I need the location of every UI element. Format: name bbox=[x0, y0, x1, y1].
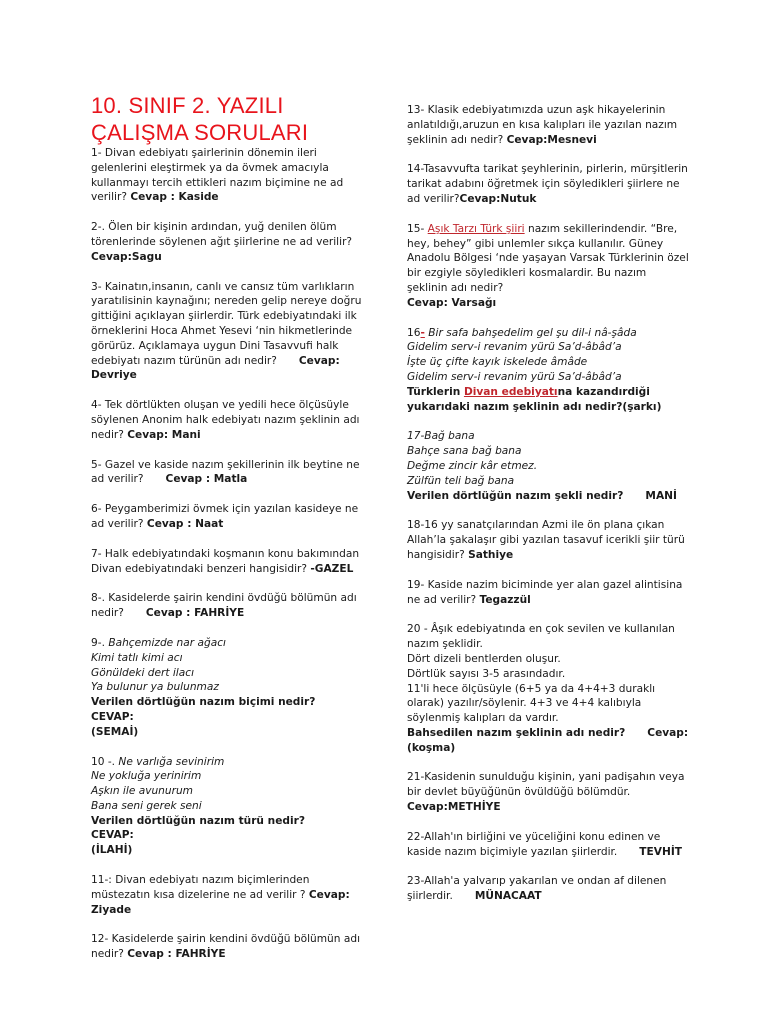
answer: Tegazzül bbox=[479, 593, 531, 606]
question-text: 13- Klasik edebiyatımızda uzun aşk hikayelerinin anlatıldığı,aruzun en kısa kalıpları ile yazılan nazım şeklinin adı nedir? bbox=[407, 104, 678, 146]
question-text: 5- Gazel ve kaside nazım şekillerinin ilk beytine ne ad verilir? bbox=[91, 458, 360, 486]
title-line-2: ÇALIŞMA SORULARI bbox=[91, 120, 309, 145]
poem-line: Kimi tatlı kimi acı bbox=[91, 651, 183, 664]
poem-line: Gidelim serv-i revanim yürü Sa’d-âbâd’a bbox=[407, 341, 622, 354]
answer-label: Cevap: bbox=[308, 888, 350, 901]
answer: Cevap:METHİYE bbox=[407, 801, 501, 814]
poem-line: Aşkın ile avunurum bbox=[91, 785, 193, 798]
answer: Cevap : Matla bbox=[165, 473, 248, 486]
question-text: 6- Peygamberimizi övmek için yazılan kasideye ne ad verilir? bbox=[91, 503, 359, 530]
question-text: Verilen dörtlüğün nazım biçimi nedir? bbox=[91, 696, 316, 709]
question-16 bbox=[407, 326, 689, 415]
question-text: 11'li hece ölçüsüyle (6+5 ya da 4+4+3 duraklı olarak) yazılır/söylenir. 4+3 ve 4+4 kalıbıyla söylenmiş kalıpları da vardır. bbox=[407, 682, 656, 725]
poem-line: Gidelim serv-i revanim yürü Sa’d-âbâd’a bbox=[407, 370, 622, 383]
answer: Cevap : FAHRİYE bbox=[127, 948, 226, 961]
question-text: 7- Halk edebiyatındaki koşmanın konu bakımından Divan edebiyatındaki benzeri hangisidir? bbox=[91, 547, 360, 575]
question-17 bbox=[407, 429, 689, 503]
poem-line: Bir safa bahşedelim gel şu dil-i nâ-şâda bbox=[424, 326, 637, 339]
answer: Ziyade bbox=[91, 903, 132, 916]
question-text: 8-. Kasidelerde şairin kendini övdüğü bölümün adı nedir? bbox=[91, 592, 357, 620]
answer: Cevap: Mani bbox=[127, 428, 201, 441]
answer-label: Cevap: bbox=[298, 354, 340, 367]
answer: Cevap : FAHRİYE bbox=[145, 607, 245, 620]
question-text: 21-Kasidenin sunulduğu kişinin, yani padişahın veya bir devlet büyüğünün övüldüğü bölümdür. bbox=[407, 771, 685, 799]
question-11 bbox=[91, 873, 371, 917]
question-1 bbox=[91, 146, 371, 205]
poem-line: Zülfün teli bağ bana bbox=[407, 474, 515, 487]
question-2 bbox=[91, 220, 371, 264]
question-text: Türklerin bbox=[407, 385, 464, 398]
question-19 bbox=[407, 578, 689, 608]
question-3 bbox=[91, 280, 371, 384]
question-text: Dört dizeli bentlerden oluşur. bbox=[407, 652, 561, 665]
question-text: Dörtlük sayısı 3-5 arasındadır. bbox=[407, 667, 566, 680]
question-text: 12- Kasidelerde şairin kendini övdüğü bölümün adı nedir? bbox=[91, 933, 361, 961]
question-text: Verilen dörtlüğün nazım şekli nedir? bbox=[407, 489, 624, 502]
question-text: Verilen dörtlüğün nazım türü nedir? bbox=[91, 814, 305, 827]
answer-label: Cevap: bbox=[647, 726, 689, 739]
question-text: 4- Tek dörtlükten oluşan ve yedili hece ölçüsüyle söylenen Anonim halk edebiyatı nazım şeklinin adı nedir? bbox=[91, 399, 360, 441]
poem-line: Bahçe sana bağ bana bbox=[407, 445, 522, 458]
question-18 bbox=[407, 518, 689, 562]
question-22 bbox=[407, 830, 689, 860]
page-title bbox=[91, 92, 371, 146]
question-20 bbox=[407, 622, 689, 755]
question-9 bbox=[91, 636, 371, 740]
title-line-1: 10. SINIF 2. YAZILI bbox=[91, 93, 284, 118]
left-column bbox=[91, 92, 371, 977]
question-text: 18-16 yy sanatçılarından Azmi ile ön plana çıkan Allah’la şakalaşır gibi yazılan tasavuf icerikli şiir türü hangisidir? bbox=[407, 519, 685, 561]
question-text: 2-. Ölen bir kişinin ardından, yuğ denilen ölüm törenlerinde söylenen ağıt şiirlerine ne ad verilir? bbox=[91, 221, 353, 248]
question-21 bbox=[407, 770, 689, 814]
question-15 bbox=[407, 222, 689, 311]
question-text: 19- Kaside nazim biciminde yer alan gazel alintisina ne ad verilir? bbox=[407, 578, 683, 606]
right-column bbox=[407, 103, 689, 919]
answer: Cevap:Mesnevi bbox=[506, 133, 597, 146]
question-dash: - bbox=[420, 326, 425, 339]
answer: Cevap:Sagu bbox=[91, 250, 162, 263]
question-number: 9-. bbox=[91, 636, 109, 649]
answer: Sathiye bbox=[468, 548, 514, 561]
answer: -GAZEL bbox=[310, 562, 354, 575]
question-text: 1- Divan edebiyatı şairlerinin dönemin ileri gelenlerini eleştirmek ya da övmek amacıyla kullanmayı tercih ettikleri nazım biçimine ne ad verilir? bbox=[91, 147, 344, 204]
poem-line: Ya bulunur ya bulunmaz bbox=[91, 681, 219, 694]
question-text: 11-: Divan edebiyatı nazım biçimlerinden müstezatın kısa dizelerine ne ad verilir ? bbox=[91, 874, 310, 901]
question-text: Bahsedilen nazım şeklinin adı nedir? bbox=[407, 726, 626, 739]
poem-line: Bahçemizde nar ağacı bbox=[108, 636, 226, 649]
question-8 bbox=[91, 591, 371, 621]
answer: (İLAHİ) bbox=[91, 844, 133, 857]
question-text: 3- Kainatın,insanın, canlı ve cansız tüm varlıkların yaratılisinin kaynağını; nereden gelip nereye doğru gittiğini açıklayan şiirlerdir. Türk edebiyatındaki ilk örneklerini Hoca Ahmet Yesevi ‘nin hikmetlerinde görürüz. Açıklamaya uygun Dini Tasavvufi halk edebiyatı nazım türünün adı nedir? bbox=[91, 280, 362, 367]
answer: (koşma) bbox=[407, 741, 456, 754]
question-text: 22-Allah'ın birliğini ve yüceliğini konu edinen ve kaside nazım biçimiyle yazılan şiirlerdir. bbox=[407, 830, 661, 858]
question-text: 14-Tasavvufta tarikat şeyhlerinin, pirlerin, mürşitlerin tarikat adabını öğretmek için söyledikleri şiirlere ne ad verilir? bbox=[407, 163, 688, 205]
question-10 bbox=[91, 755, 371, 859]
question-4 bbox=[91, 398, 371, 442]
question-23 bbox=[407, 874, 689, 904]
poem-line: Ne varlığa sevinirim bbox=[118, 755, 225, 768]
answer-label: CEVAP: bbox=[91, 710, 134, 723]
poem-line: Değme zincir kâr etmez. bbox=[407, 459, 538, 472]
question-text-cont: na kazandırdiği yukarıdaki nazım şeklinin adı nedir?(şarkı) bbox=[407, 385, 662, 413]
answer-label: CEVAP: bbox=[91, 829, 134, 842]
poem-line: Gönüldeki dert ilacı bbox=[91, 666, 195, 679]
question-text: nazım sekillerindendir. “Bre, hey, behey” gibi unlemler sıkça kullanılır. Güney Anadolu Bölgesi ‘nde yaşayan Varsak Türklerinin özel bir ezgiyle söyledikleri kosmalardir. Bu nazım şeklinin adı nedir? bbox=[407, 222, 689, 294]
question-13 bbox=[407, 103, 689, 147]
question-7 bbox=[91, 547, 371, 577]
question-text: 23-Allah'a yalvarıp yakarılan ve ondan af dilenen şiirlerdir. bbox=[407, 875, 667, 903]
answer: Cevap : Naat bbox=[146, 517, 224, 530]
divan-edebiyati-link[interactable]: Divan edebiyatı bbox=[463, 385, 558, 398]
question-number: 10 -. bbox=[91, 755, 119, 768]
answer: Devriye bbox=[91, 369, 137, 382]
answer: Cevap:Nutuk bbox=[459, 192, 537, 205]
question-number: 15- bbox=[407, 222, 428, 235]
question-14 bbox=[407, 162, 689, 206]
poem-line: 17-Bağ bana bbox=[407, 430, 475, 443]
question-12 bbox=[91, 932, 371, 962]
answer: Cevap: Varsağı bbox=[407, 296, 497, 309]
question-5 bbox=[91, 458, 371, 488]
answer: Cevap : Kaside bbox=[130, 191, 219, 204]
question-number: 16 bbox=[407, 326, 421, 339]
answer: MANİ bbox=[645, 489, 677, 502]
question-6 bbox=[91, 502, 371, 532]
question-text: 20 - Âşık edebiyatında en çok sevilen ve kullanılan nazım şeklidir. bbox=[407, 623, 675, 651]
answer: (SEMAİ) bbox=[91, 725, 139, 738]
poem-line: Bana seni gerek seni bbox=[91, 799, 202, 812]
poem-line: Ne yokluğa yerinirim bbox=[91, 770, 202, 783]
asik-tarzi-link[interactable]: Aşık Tarzı Türk şiiri bbox=[427, 222, 525, 235]
answer: MÜNACAAT bbox=[474, 890, 542, 903]
answer: TEVHİT bbox=[639, 845, 682, 858]
poem-line: İşte üç çifte kayık iskelede âmâde bbox=[407, 356, 588, 369]
